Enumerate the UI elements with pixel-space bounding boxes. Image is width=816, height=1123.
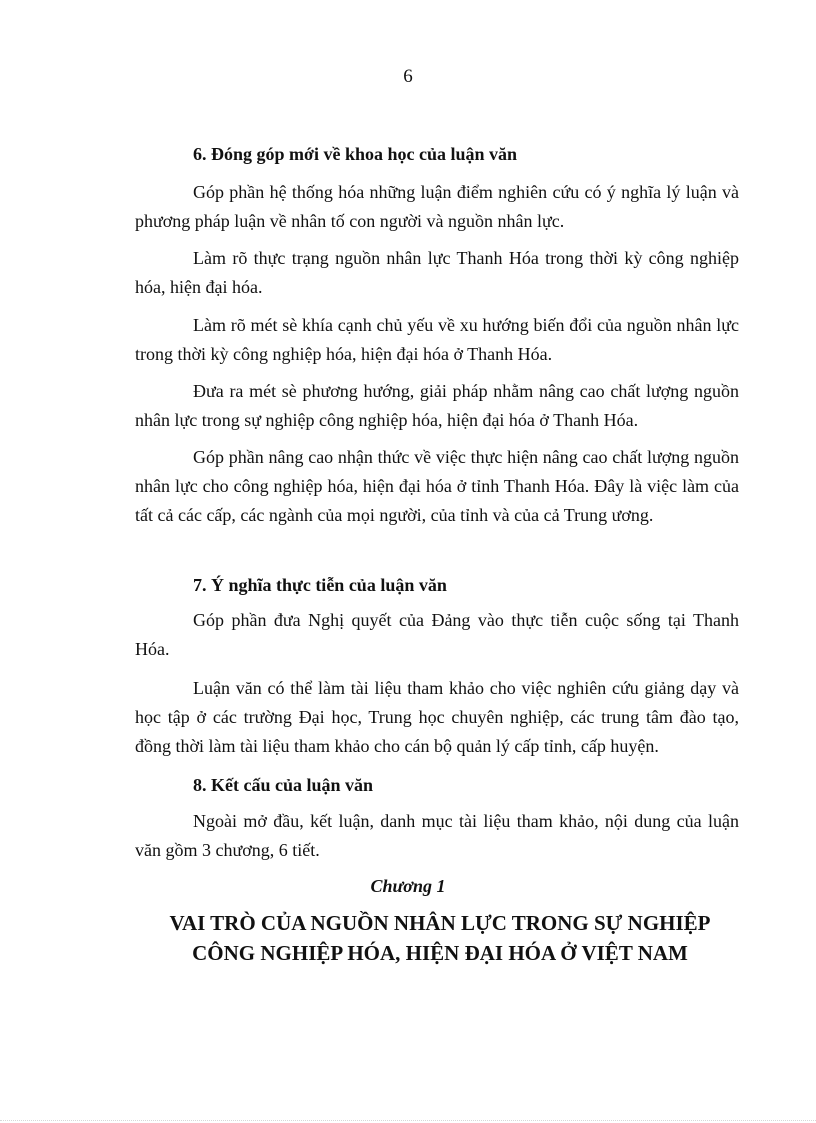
section-7-paragraph-2 bbox=[135, 674, 739, 761]
section-heading: 7. Ý nghĩa thực tiễn của luận văn bbox=[193, 575, 447, 595]
paragraph: Góp phần nâng cao nhận thức về việc thực hiện nâng cao chất lượng nguồn nhân lực cho công nghiệp hóa, hiện đại hóa ở tỉnh Thanh Hóa. Đây là việc làm của tất cả các cấp, các ngành của mọi người, của tỉnh và của cả Trung ương. bbox=[135, 447, 739, 525]
paragraph: Đưa ra mét sè phương hướng, giải pháp nhằm nâng cao chất lượng nguồn nhân lực trong sự nghiệp công nghiệp hóa, hiện đại hóa ở Thanh Hóa. bbox=[135, 381, 739, 430]
page-bottom-divider bbox=[0, 1120, 816, 1121]
page-number: 6 bbox=[403, 66, 413, 87]
paragraph: Ngoài mở đầu, kết luận, danh mục tài liệu tham khảo, nội dung của luận văn gồm 3 chương, 6 tiết. bbox=[135, 811, 739, 860]
section-8-paragraph-1 bbox=[135, 807, 739, 865]
paragraph: Luận văn có thể làm tài liệu tham khảo cho việc nghiên cứu giảng dạy và học tập ở các trường Đại học, Trung học chuyên nghiệp, các trung tâm đào tạo, đồng thời làm tài liệu tham khảo cho cán bộ quản lý cấp tỉnh, cấp huyện. bbox=[135, 678, 739, 756]
paragraph: Góp phần đưa Nghị quyết của Đảng vào thực tiễn cuộc sống tại Thanh Hóa. bbox=[135, 610, 739, 659]
section-7-paragraph-1 bbox=[135, 606, 739, 664]
paragraph: Góp phần hệ thống hóa những luận điểm nghiên cứu có ý nghĩa lý luận và phương pháp luận về nhân tố con người và nguồn nhân lực. bbox=[135, 182, 739, 231]
section-heading: 8. Kết cấu của luận văn bbox=[193, 775, 374, 795]
section-heading: 6. Đóng góp mới về khoa học của luận văn bbox=[193, 144, 518, 164]
section-6-paragraph-1 bbox=[135, 178, 739, 236]
paragraph: Làm rõ mét sè khía cạnh chủ yếu về xu hướng biến đổi của nguồn nhân lực trong thời kỳ công nghiệp hóa, hiện đại hóa ở Thanh Hóa. bbox=[135, 315, 739, 364]
chapter-title-line-2: CÔNG NGHIỆP HÓA, HIỆN ĐẠI HÓA Ở VIỆT NAM bbox=[192, 941, 688, 965]
section-significance bbox=[135, 571, 739, 600]
section-structure bbox=[135, 771, 739, 800]
section-6-paragraph-5 bbox=[135, 443, 739, 530]
chapter-label: Chương 1 bbox=[370, 876, 446, 896]
section-contributions bbox=[135, 140, 739, 169]
chapter-title bbox=[0, 908, 816, 968]
section-6-paragraph-4 bbox=[135, 377, 739, 435]
chapter-title-line-1: VAI TRÒ CỦA NGUỒN NHÂN LỰC TRONG SỰ NGHIỆP bbox=[169, 911, 711, 935]
section-6-paragraph-3 bbox=[135, 311, 739, 369]
section-6-paragraph-2 bbox=[135, 244, 739, 302]
paragraph: Làm rõ thực trạng nguồn nhân lực Thanh Hóa trong thời kỳ công nghiệp hóa, hiện đại hóa. bbox=[135, 248, 739, 297]
